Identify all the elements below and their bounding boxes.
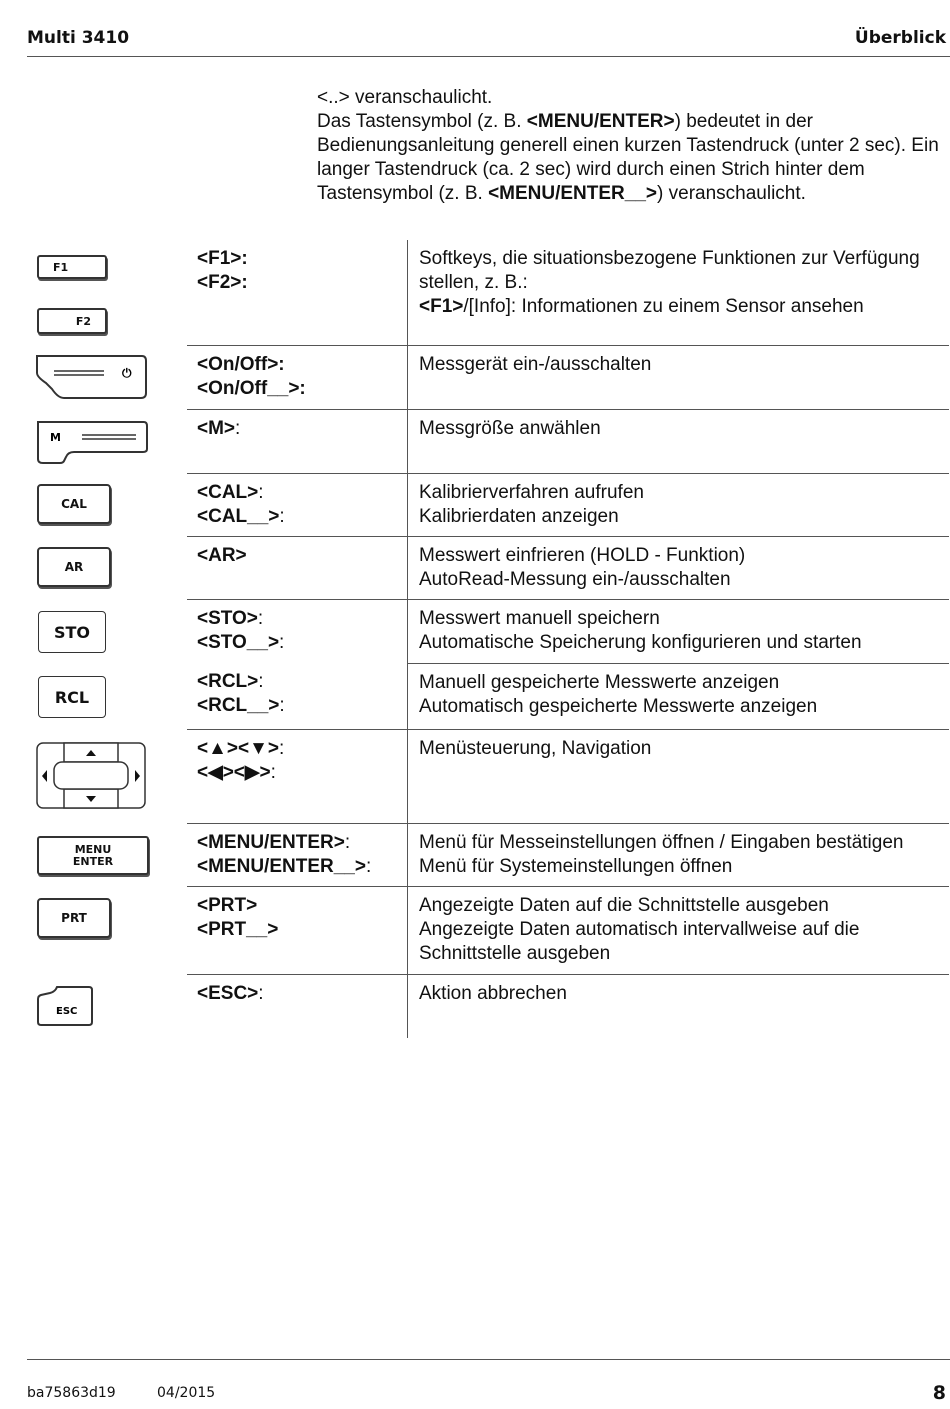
intro-line-1: <..> veranschaulicht. xyxy=(317,87,493,108)
svg-text:M: M xyxy=(50,431,61,444)
table-row: <PRT> <PRT__> Angezeigte Daten auf die Schnittstelle ausgeben Angezeigte Daten automatisch intervallweise auf die Schnittstelle ausgeben xyxy=(187,886,949,974)
sto-key-icon: STO xyxy=(38,611,106,653)
arrow-pad-icon xyxy=(34,741,150,811)
table-row: <MENU/ENTER>: <MENU/ENTER__>: Menü für Messeinstellungen öffnen / Eingaben bestätigen Menü für Systemeinstellungen öffnen xyxy=(187,823,949,886)
f1-key-icon: F1 xyxy=(37,255,107,279)
document-code: ba75863d19 xyxy=(27,1385,116,1401)
table-row: <CAL>: <CAL__>: Kalibrierverfahren aufrufen Kalibrierdaten anzeigen xyxy=(187,473,949,536)
menu-enter-key-icon: MENU ENTER xyxy=(37,836,149,875)
running-header-title: Multi 3410 xyxy=(27,28,130,48)
table-row: <STO>: <STO__>: Messwert manuell speichern Automatische Speicherung konfigurieren und starten xyxy=(187,599,949,663)
rcl-key-icon: RCL xyxy=(38,676,106,718)
table-row: <AR> Messwert einfrieren (HOLD - Funktion) AutoRead-Messung ein-/ausschalten xyxy=(187,536,949,599)
footer-rule xyxy=(27,1359,950,1360)
table-row: <▲><▼>: <◀><▶>: Menüsteuerung, Navigation xyxy=(187,729,949,823)
cal-key-icon: CAL xyxy=(37,484,111,524)
table-row: <RCL>: <RCL__>: Manuell gespeicherte Messwerte anzeigen Automatisch gespeicherte Messwerte anzeigen xyxy=(187,663,949,729)
intro-text xyxy=(317,86,949,206)
f2-key-icon: F2 xyxy=(37,308,107,334)
m-key-icon xyxy=(36,419,150,467)
svg-text:ESC: ESC xyxy=(56,1006,78,1017)
prt-key-icon: PRT xyxy=(37,898,111,938)
header-rule xyxy=(27,56,950,57)
table-row: <M>: Messgröße anwählen xyxy=(187,409,949,473)
esc-key-icon xyxy=(36,985,96,1029)
on-off-key-icon xyxy=(34,353,148,401)
table-row: <On/Off>: <On/Off__>: Messgerät ein-/ausschalten xyxy=(187,345,949,409)
document-date: 04/2015 xyxy=(157,1385,216,1401)
table-row: <F1>: <F2>: Softkeys, die situationsbezogene Funktionen zur Verfügung stellen, z. B.: <F1>/[Info]: Informationen zu einem Sensor ansehen xyxy=(187,240,949,345)
table-row: <ESC>: Aktion abbrechen xyxy=(187,974,949,1038)
svg-text:⏻: ⏻ xyxy=(122,366,132,380)
running-header-section: Überblick xyxy=(854,28,946,48)
ar-key-icon: AR xyxy=(37,547,111,587)
intro-paragraph: Das Tastensymbol (z. B. <MENU/ENTER>) bedeutet in der Bedienungsanleitung generell einen kurzen Tastendruck (unter 2 sec). Ein langer Tastendruck (ca. 2 sec) wird durch einen Strich hinter dem Tastensymbol (z. B. <MENU/ENTER__>) veranschaulicht. xyxy=(317,111,939,204)
key-table xyxy=(187,240,949,1038)
page-number: 8 xyxy=(932,1382,946,1404)
